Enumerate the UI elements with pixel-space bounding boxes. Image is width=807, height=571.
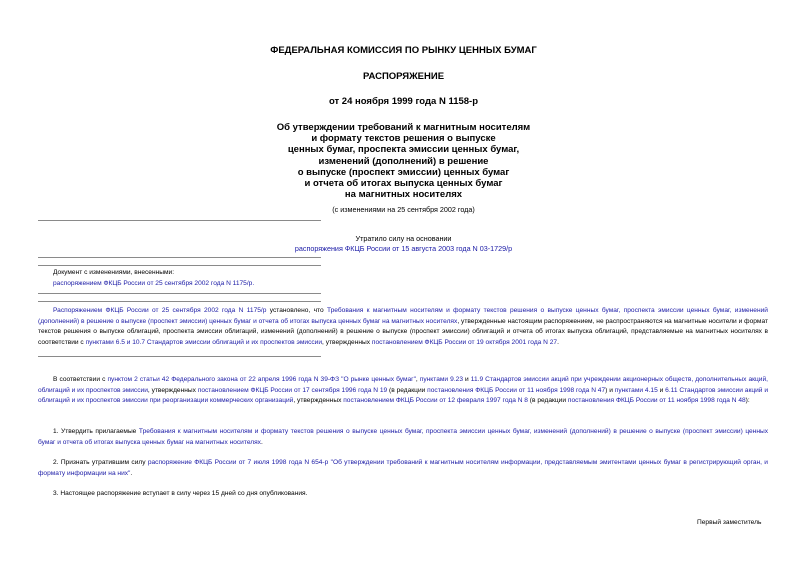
link-law[interactable]: пунктом 2 статьи 42 Федерального закона от 22 апреля 1996 года N 39-ФЗ "О рынке ценных бумаг" bbox=[107, 376, 416, 383]
repeal-text: Утратило силу на основании bbox=[355, 234, 452, 243]
note-link-standards[interactable]: пунктами 6.5 и 10.7 Стандартов эмиссии облигаций и их проспектов эмиссии bbox=[85, 339, 323, 347]
document-type: РАСПОРЯЖЕНИЕ bbox=[362, 71, 445, 82]
title-line: на магнитных носителях bbox=[344, 189, 463, 201]
link-repealed-order[interactable]: распоряжение ФКЦБ России от 7 июля 1998 года N 654-р "Об утверждении требований к магнитным носителям информации, представляемым эмитентами ценных бумаг в регистрирующий орган, и формату информации на них" bbox=[38, 459, 768, 477]
title-line: и отчета об итогах выпуска ценных бумаг bbox=[304, 178, 503, 190]
title-line: Об утверждении требований к магнитным носителям bbox=[276, 122, 531, 133]
note-link-order[interactable]: Распоряжением ФКЦБ России от 25 сентября 2002 года N 1175/р bbox=[53, 307, 267, 314]
item-1: 1. Утвердить прилагаемые Требования к магнитным носителям и формату текстов решения о выпуске ценных бумаг, проспекта эмиссии ценных бумаг, изменений (дополнений) в решение о выпуске (проспект эмиссии) ценных бумаг и отчета об итогах выпуска ценных бумаг на магнитных носителях. bbox=[38, 428, 769, 446]
divider bbox=[38, 257, 321, 258]
divider bbox=[38, 356, 321, 357]
link-standards-611[interactable]: 6.11 Стандартов эмиссии акций и облигаций и их проспектов эмиссии при реорганизации коммерческих организаций bbox=[38, 386, 769, 405]
item-2: 2. Признать утратившим силу распоряжение ФКЦБ России от 7 июля 1998 года N 654-р "Об утверждении требований к магнитным носителям информации, представляемым эмитентами ценных бумаг в регистрирующий орган, и формату информации на них". bbox=[38, 459, 768, 477]
note-paragraph: Распоряжением ФКЦБ России от 25 сентября 2002 года N 1175/р установлено, что Требования к магнитным носителям и формату текстов решения о выпуске ценных бумаг, проспекта эмиссии ценных бумаг, изменений (дополнений) в решение о выпуске (проспект эмиссии) ценных бумаг и отчета об итогах выпуска ценных бумаг на магнитных носителях, утвержденные настоящим распоряжением, не распространяются на магнитные носители и формат текстов решения о выпуске облигаций, проспекта эмиссии облигаций, изменений (дополнений) в решение о выпуске (проспект эмиссии) облигаций и отчета об итогах выпуска облигаций, представляемые на магнитных носителях в соответствии с пунктами 6.5 и 10.7 Стандартов эмиссии облигаций и их проспектов эмиссии, утвержденных постановлением ФКЦБ России от 19 октября 2001 года N 27. bbox=[38, 307, 769, 347]
document-date-number: от 24 ноября 1999 года N 1158-р bbox=[328, 96, 479, 107]
title-line: и формату текстов решения о выпуске bbox=[311, 133, 496, 145]
link-resolution-48[interactable]: постановления ФКЦБ России от 11 ноября 1998 года N 48 bbox=[567, 397, 746, 405]
note-link-requirements[interactable]: Требования к магнитным носителям и формату текстов решения о выпуске ценных бумаг, проспекта эмиссии ценных бумаг, изменений (дополнений) в решение о выпуске (проспект эмиссии) ценных бумаг и отчета об итогах выпуска ценных бумаг на магнитных носителях bbox=[38, 307, 768, 325]
link-standards-119[interactable]: 11.9 Стандартов эмиссии акций при учреждении акционерных обществ, дополнительных акций, облигаций и их проспектов эмиссии bbox=[38, 376, 768, 394]
repeal-link[interactable]: распоряжения ФКЦБ России от 15 августа 2003 года N 03-1729/р bbox=[294, 244, 513, 253]
divider bbox=[38, 293, 321, 294]
item-3: 3. Настоящее распоряжение вступает в силу через 15 дней со дня опубликования. bbox=[53, 490, 308, 497]
document-title bbox=[0, 122, 807, 200]
main-paragraph: В соответствии с пунктом 2 статьи 42 Федерального закона от 22 апреля 1996 года N 39-ФЗ "О рынке ценных бумаг", пунктами 9.23 и 11.9 Стандартов эмиссии акций при учреждении акционерных обществ, дополнительных акций, облигаций и их проспектов эмиссии, утвержденных постановлением ФКЦБ России от 17 сентября 1996 года N 19 (в редакции постановления ФКЦБ России от 11 ноября 1998 года N 47) и пунктами 4.15 и 6.11 Стандартов эмиссии акций и облигаций и их проспектов эмиссии при реорганизации коммерческих организаций, утвержденных постановлением ФКЦБ России от 12 февраля 1997 года N 8 (в редакции постановления ФКЦБ России от 11 ноября 1998 года N 48): bbox=[38, 376, 769, 405]
divider bbox=[38, 301, 321, 302]
agency-name: ФЕДЕРАЛЬНАЯ КОМИССИЯ ПО РЫНКУ ЦЕННЫХ БУМАГ bbox=[270, 45, 537, 56]
title-line: изменений (дополнений) в решение bbox=[318, 155, 489, 167]
changes-label: Документ с изменениями, внесенными: bbox=[53, 269, 175, 276]
link-paragraph-923[interactable]: пунктами 9.23 bbox=[419, 376, 463, 383]
changes-link[interactable]: распоряжением ФКЦБ России от 25 сентября 2002 года N 1175/р. bbox=[53, 280, 255, 287]
amendment-note: (с изменениями на 25 сентября 2002 года) bbox=[332, 205, 475, 214]
title-line: о выпуске (проспект эмиссии) ценных бумаг bbox=[297, 166, 510, 178]
note-link-resolution[interactable]: постановлением ФКЦБ России от 19 октября 2001 года N 27 bbox=[371, 339, 558, 347]
divider bbox=[38, 265, 321, 266]
link-paragraph-415[interactable]: пунктами 4.15 bbox=[614, 386, 658, 394]
link-resolution-47[interactable]: постановления ФКЦБ России от 11 ноября 1998 года N 47 bbox=[427, 386, 606, 394]
link-requirements[interactable]: Требования к магнитным носителям и формату текстов решения о выпуске ценных бумаг, проспекта эмиссии ценных бумаг, изменений (дополнений) в решение о выпуске (проспект эмиссии) ценных бумаг и отчета об итогах выпуска ценных бумаг на магнитных носителях bbox=[38, 428, 769, 446]
link-resolution-19[interactable]: постановлением ФКЦБ России от 17 сентября 1996 года N 19 bbox=[197, 386, 388, 394]
title-line: ценных бумаг, проспекта эмиссии ценных бумаг, bbox=[287, 144, 520, 156]
signature-title: Первый заместитель bbox=[697, 519, 762, 526]
divider bbox=[38, 220, 321, 221]
link-resolution-8[interactable]: постановлением ФКЦБ России от 12 февраля 1997 года N 8 bbox=[343, 397, 528, 405]
